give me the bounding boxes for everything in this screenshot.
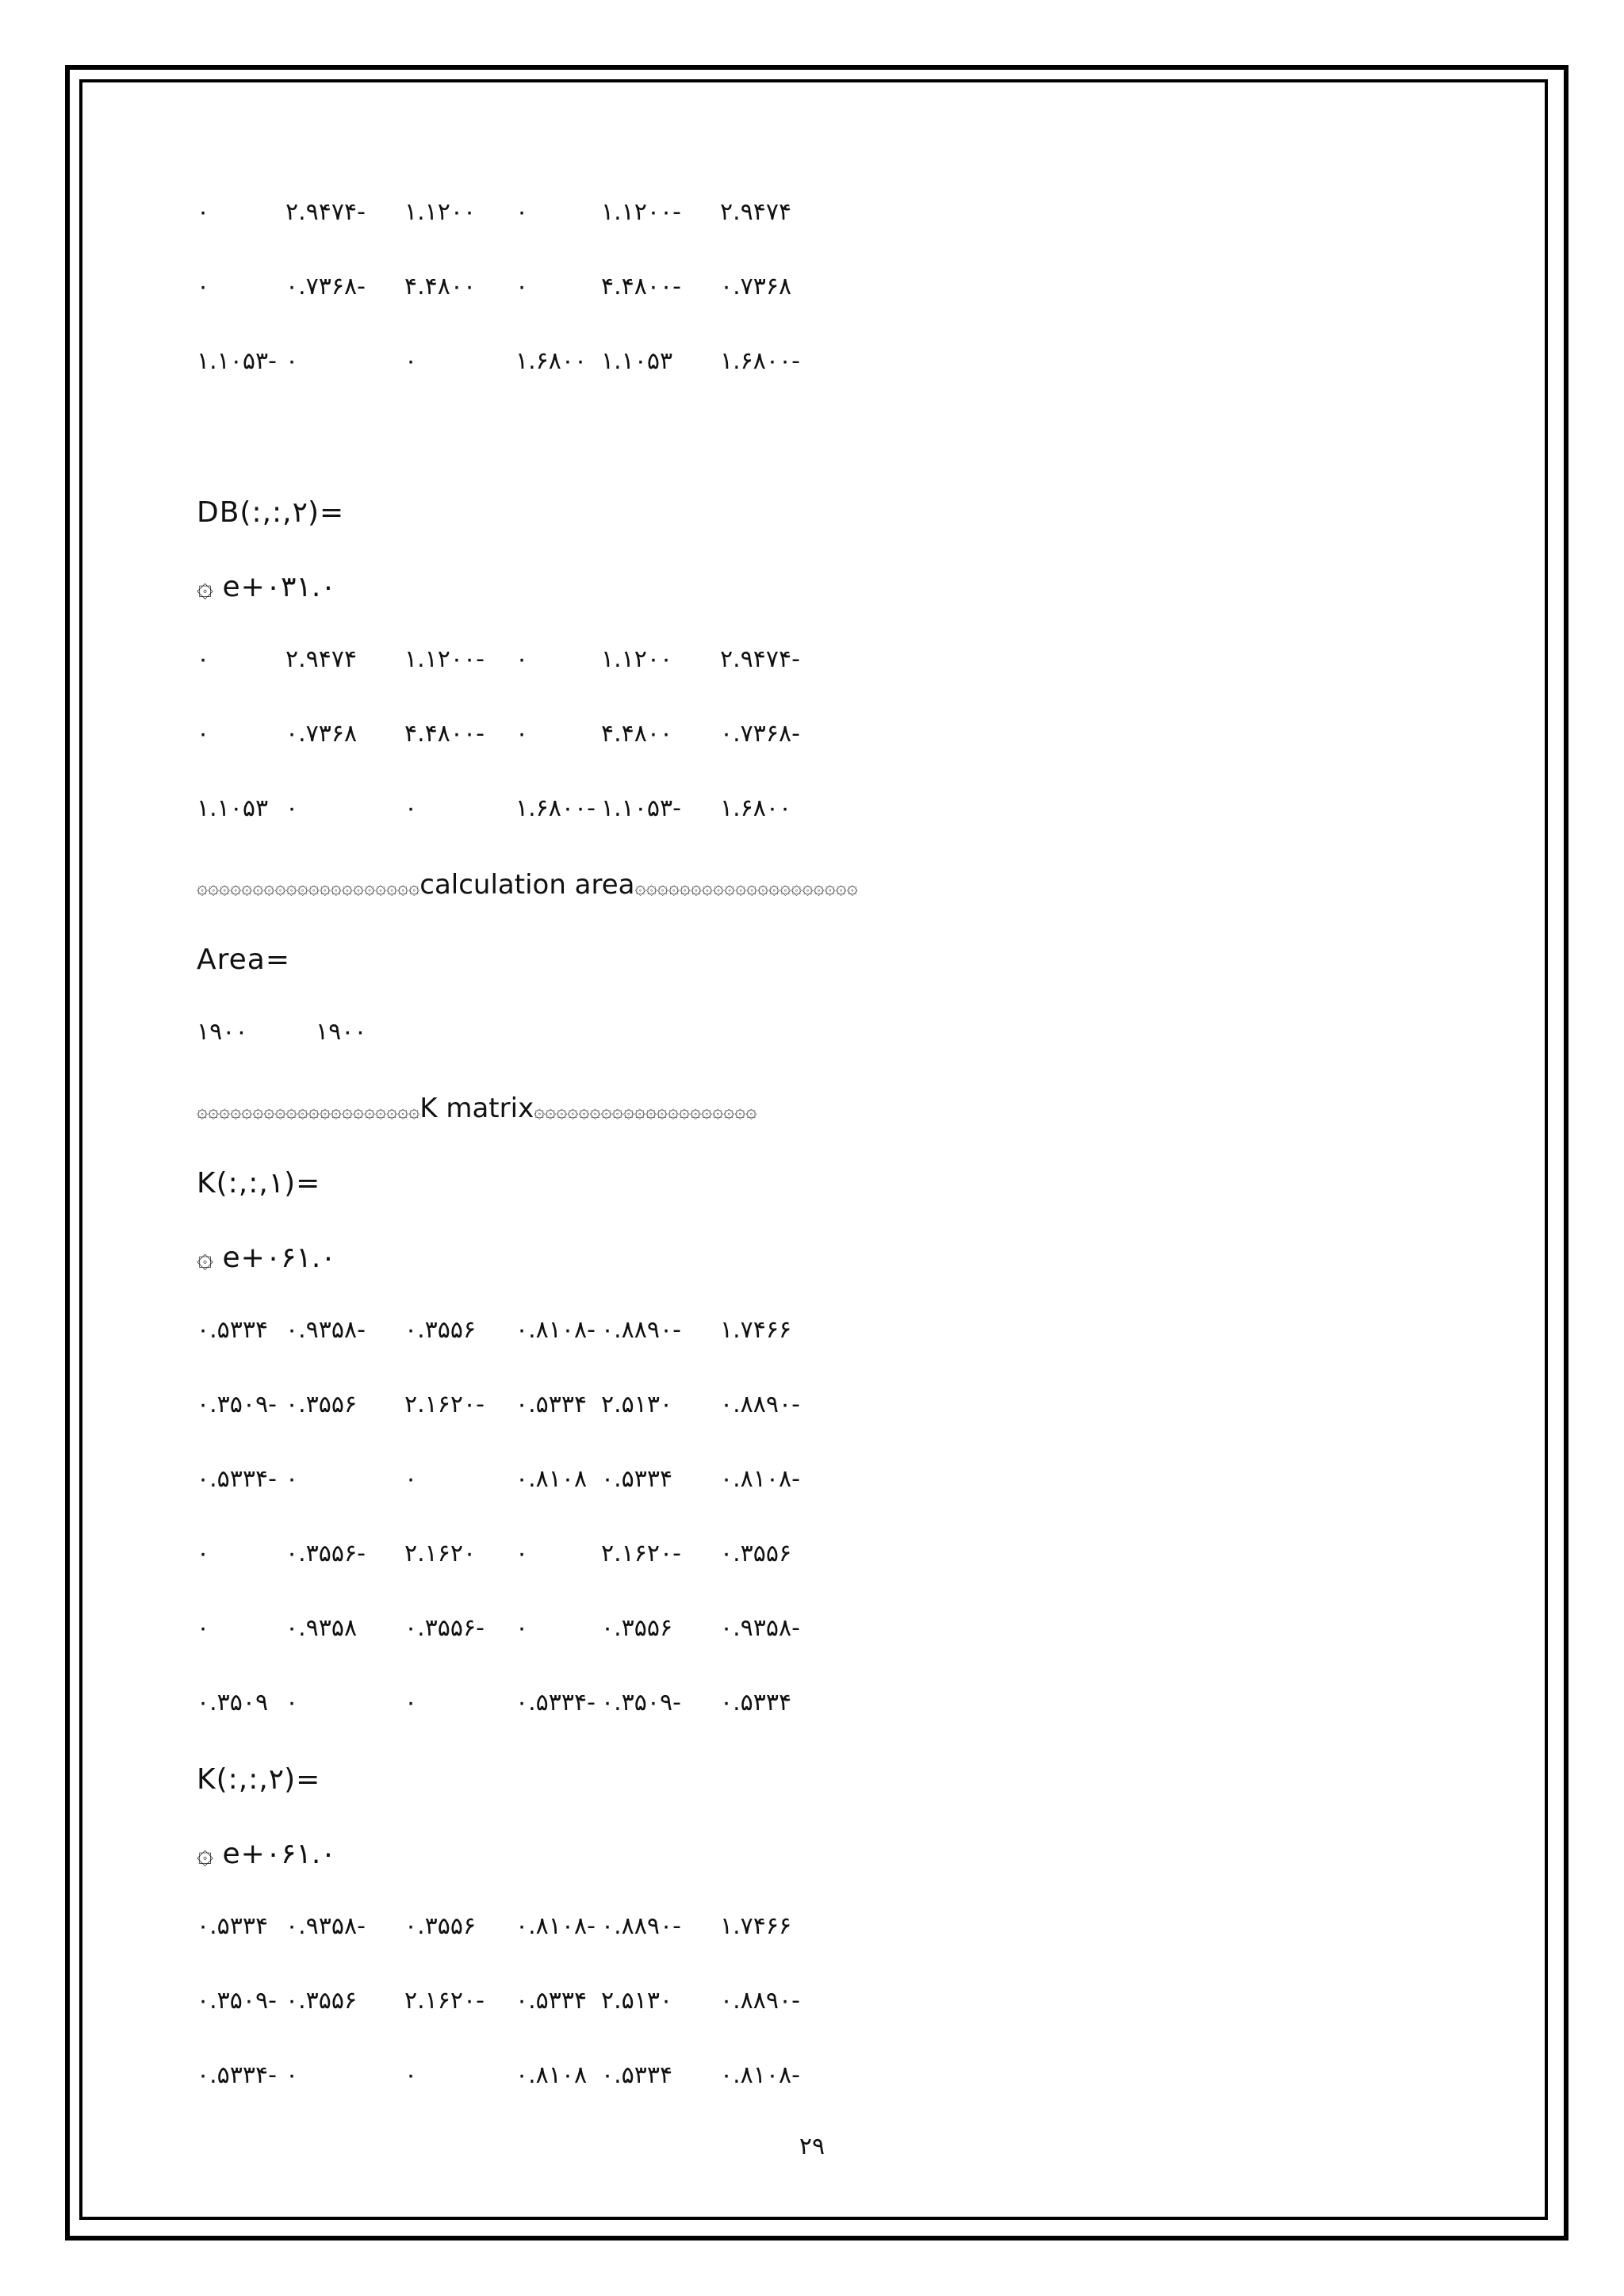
matrix-cell: ۰ <box>515 720 529 748</box>
matrix-cell: ۰.۸۱۰۸ <box>515 1465 588 1493</box>
matrix-cell: ۱.۶۸۰۰ <box>720 794 792 822</box>
matrix-cell: ۱.۱۰۵۳ <box>197 794 269 822</box>
matrix-cell: ۴.۴۸۰۰- <box>404 720 485 748</box>
matrix-cell: ۱.۱۰۵۳ <box>601 347 673 375</box>
matrix-cell: ۲.۵۱۳۰ <box>601 1391 673 1418</box>
matrix-cell: ۰.۵۳۳۴- <box>197 2061 277 2089</box>
matrix-cell: ۰.۳۵۵۶- <box>285 1540 366 1567</box>
matrix-cell: ۰ <box>285 794 299 822</box>
matrix-cell: ۲.۹۴۷۴ <box>285 645 358 673</box>
area-label: Area= <box>197 943 291 976</box>
matrix-cell: ۰.۹۳۵۸ <box>285 1614 358 1642</box>
matrix-cell: ۱.۷۴۶۶ <box>720 1316 792 1344</box>
k1-label: K(:,:,۱)= <box>197 1167 321 1200</box>
matrix-cell: ۱.۱۲۰۰- <box>601 198 681 226</box>
matrix-cell: ۰ <box>285 347 299 375</box>
matrix-cell: ۰.۳۵۵۶ <box>404 1316 477 1344</box>
matrix-cell: ۱.۱۰۵۳- <box>601 794 681 822</box>
matrix-cell: ۰ <box>285 1689 299 1716</box>
matrix-cell: ۲.۹۴۷۴ <box>720 198 792 226</box>
matrix-cell: ۰.۳۵۵۶ <box>404 1912 477 1940</box>
section-separator-k-text: K matrix <box>419 1093 534 1124</box>
matrix-cell: ۰.۳۵۵۶ <box>720 1540 792 1567</box>
matrix-cell: ۰.۵۳۳۴ <box>197 1316 269 1344</box>
matrix-cell: ۰.۳۵۰۹ <box>197 1689 269 1716</box>
matrix-cell: ۰.۸۸۹۰- <box>720 1391 800 1418</box>
matrix-cell: ۰.۸۱۰۸ <box>515 2061 588 2089</box>
section-separator-area-right: ۞۞۞۞۞۞۞۞۞۞۞۞۞۞۞۞۞۞۞۞ <box>634 876 858 898</box>
matrix-cell: ۰ <box>404 347 418 375</box>
matrix-cell: ۱.۱۲۰۰ <box>404 198 477 226</box>
matrix-cell: ۰ <box>197 1614 210 1642</box>
page-number: ۲۹ <box>799 2133 825 2160</box>
matrix-cell: ۰ <box>197 273 210 300</box>
matrix-cell: ۰.۳۵۵۶ <box>601 1614 673 1642</box>
matrix-cell: ۰.۵۳۳۴- <box>197 1465 277 1493</box>
matrix-cell: ۱.۷۴۶۶ <box>720 1912 792 1940</box>
matrix-cell: ۰.۳۵۵۶- <box>404 1614 485 1642</box>
matrix-cell: ۱.۱۲۰۰- <box>404 645 485 673</box>
matrix-cell: ۰ <box>197 198 210 226</box>
k2-label: K(:,:,۲)= <box>197 1763 321 1796</box>
matrix-cell: ۱.۶۸۰۰- <box>720 347 800 375</box>
matrix-cell: ۰ <box>197 1540 210 1567</box>
k2-scale: ۞ e+۰۶۱.۰ <box>197 1838 336 1870</box>
matrix-cell: ۰.۹۳۵۸- <box>720 1614 800 1642</box>
matrix-cell: ۰.۵۳۳۴ <box>601 1465 673 1493</box>
matrix-cell: ۰ <box>404 1689 418 1716</box>
matrix-cell: ۰ <box>404 794 418 822</box>
matrix-cell: ۰.۸۸۹۰- <box>601 1316 681 1344</box>
matrix-cell: ۰.۸۱۰۸- <box>515 1912 596 1940</box>
matrix-cell: ۲.۱۶۲۰ <box>404 1540 477 1567</box>
matrix-cell: ۰.۸۱۰۸- <box>515 1316 596 1344</box>
matrix-cell: ۴.۴۸۰۰- <box>601 273 681 300</box>
matrix-cell: ۴.۴۸۰۰ <box>601 720 673 748</box>
section-separator-k-right: ۞۞۞۞۞۞۞۞۞۞۞۞۞۞۞۞۞۞۞۞ <box>534 1100 757 1122</box>
matrix-cell: ۰.۵۳۳۴- <box>515 1689 596 1716</box>
matrix-cell: ۰.۵۳۳۴ <box>601 2061 673 2089</box>
matrix-cell: ۰.۵۳۳۴ <box>197 1912 269 1940</box>
matrix-cell: ۲.۱۶۲۰- <box>404 1987 485 2015</box>
matrix-cell: ۲.۵۱۳۰ <box>601 1987 673 2015</box>
matrix-cell: ۰.۵۳۳۴ <box>515 1391 588 1418</box>
matrix-cell: ۰ <box>197 720 210 748</box>
section-separator-k-left: ۞۞۞۞۞۞۞۞۞۞۞۞۞۞۞۞۞۞۞۞ <box>197 1100 420 1122</box>
matrix-cell: ۰ <box>285 2061 299 2089</box>
matrix-cell: ۰ <box>515 1614 529 1642</box>
matrix-cell: ۰ <box>404 2061 418 2089</box>
matrix-cell: ۰.۳۵۰۹- <box>197 1987 277 2015</box>
matrix-cell: ۰.۹۳۵۸- <box>285 1316 366 1344</box>
matrix-cell: ۰.۹۳۵۸- <box>285 1912 366 1940</box>
matrix-cell: ۰.۷۳۶۸ <box>285 720 358 748</box>
area-value: ۱۹۰۰ <box>316 1018 367 1046</box>
matrix-cell: ۰ <box>404 1465 418 1493</box>
matrix-cell: ۰.۷۳۶۸ <box>720 273 792 300</box>
matrix-cell: ۰ <box>515 273 529 300</box>
db2-label: DB(:,:,۲)= <box>197 496 345 529</box>
matrix-cell: ۰.۸۸۹۰- <box>720 1987 800 2015</box>
db2-scale: ۞ e+۰۳۱.۰ <box>197 571 336 603</box>
matrix-cell: ۱.۱۰۵۳- <box>197 347 277 375</box>
area-value: ۱۹۰۰ <box>197 1018 248 1046</box>
matrix-cell: ۰ <box>515 645 529 673</box>
matrix-cell: ۲.۱۶۲۰- <box>601 1540 681 1567</box>
matrix-cell: ۱.۱۲۰۰ <box>601 645 673 673</box>
matrix-cell: ۰ <box>515 198 529 226</box>
matrix-cell: ۱.۶۸۰۰- <box>515 794 596 822</box>
matrix-cell: ۰.۷۳۶۸- <box>285 273 366 300</box>
section-separator-area-text: calculation area <box>419 869 635 901</box>
matrix-cell: ۰.۳۵۰۹- <box>601 1689 681 1716</box>
matrix-cell: ۱.۶۸۰۰ <box>515 347 588 375</box>
matrix-cell: ۰.۳۵۵۶ <box>285 1391 358 1418</box>
k1-scale: ۞ e+۰۶۱.۰ <box>197 1242 336 1274</box>
matrix-cell: ۰.۳۵۰۹- <box>197 1391 277 1418</box>
matrix-cell: ۰.۵۳۳۴ <box>720 1689 792 1716</box>
matrix-cell: ۰.۸۱۰۸- <box>720 1465 800 1493</box>
section-separator-area <box>197 869 858 916</box>
matrix-cell: ۰ <box>285 1465 299 1493</box>
matrix-cell: ۴.۴۸۰۰ <box>404 273 477 300</box>
matrix-cell: ۰.۸۸۹۰- <box>601 1912 681 1940</box>
matrix-cell: ۰.۸۱۰۸- <box>720 2061 800 2089</box>
matrix-cell: ۰ <box>197 645 210 673</box>
section-separator-area-left: ۞۞۞۞۞۞۞۞۞۞۞۞۞۞۞۞۞۞۞۞ <box>197 876 420 898</box>
matrix-cell: ۰ <box>515 1540 529 1567</box>
matrix-cell: ۲.۹۴۷۴- <box>285 198 366 226</box>
page-border-inner <box>79 79 1548 2220</box>
matrix-cell: ۰.۷۳۶۸- <box>720 720 800 748</box>
section-separator-k <box>197 1093 756 1140</box>
matrix-cell: ۰.۳۵۵۶ <box>285 1987 358 2015</box>
matrix-cell: ۲.۱۶۲۰- <box>404 1391 485 1418</box>
matrix-cell: ۰.۵۳۳۴ <box>515 1987 588 2015</box>
matrix-cell: ۲.۹۴۷۴- <box>720 645 800 673</box>
